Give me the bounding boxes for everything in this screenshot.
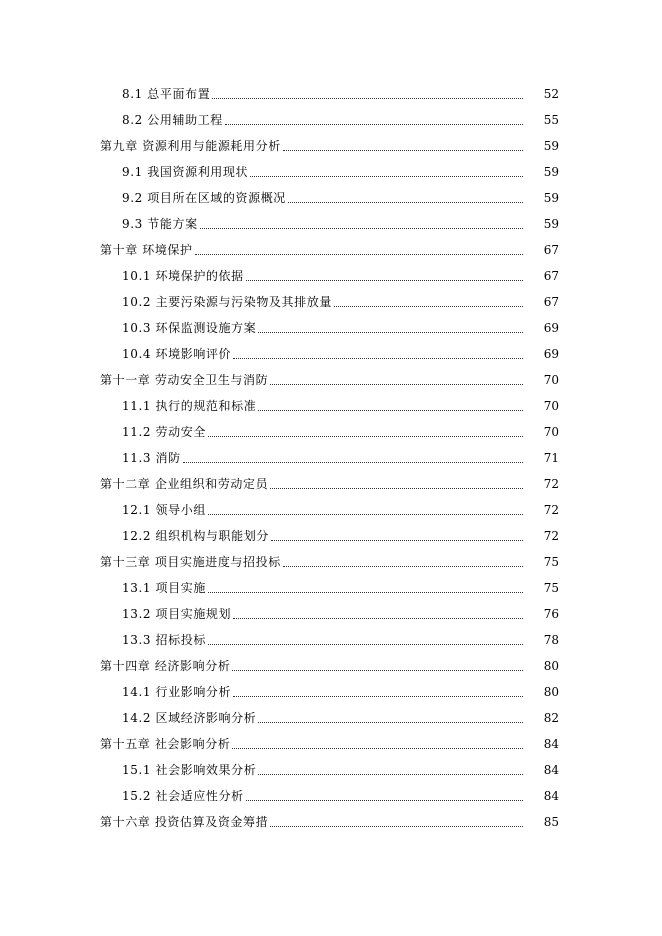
toc-entry-title: 第十五章 社会影响分析 — [100, 737, 231, 751]
toc-dot-leader — [258, 722, 523, 723]
toc-entry-page: 59 — [543, 217, 559, 231]
toc-entry[interactable] — [0, 757, 662, 783]
toc-entry-title: 第十二章 企业组织和劳动定员 — [100, 477, 269, 491]
toc-entry-title: 第九章 资源利用与能源耗用分析 — [100, 139, 281, 153]
toc-dot-leader — [233, 696, 523, 697]
toc-entry-page: 82 — [543, 711, 559, 725]
toc-entry-title: 第十四章 经济影响分析 — [100, 659, 231, 673]
toc-entry-title: 14.2 区域经济影响分析 — [122, 711, 257, 725]
toc-chapter-entry[interactable] — [0, 237, 662, 263]
toc-entry[interactable] — [0, 315, 662, 341]
toc-entry-page: 72 — [543, 503, 559, 517]
toc-entry-title: 8.1 总平面布置 — [122, 87, 211, 101]
toc-entry-title: 8.2 公用辅助工程 — [122, 113, 223, 127]
toc-dot-leader — [283, 150, 523, 151]
toc-dot-leader — [283, 566, 523, 567]
toc-entry-page: 84 — [543, 737, 559, 751]
toc-entry-page: 67 — [543, 295, 559, 309]
toc-entry-page: 55 — [543, 113, 559, 127]
toc-entry-title: 第十三章 项目实施进度与招投标 — [100, 555, 281, 569]
toc-entry-title: 9.3 节能方案 — [122, 217, 198, 231]
toc-entry-page: 76 — [543, 607, 559, 621]
toc-entry-page: 84 — [543, 763, 559, 777]
toc-entry-page: 78 — [543, 633, 559, 647]
toc-entry-page: 70 — [543, 425, 559, 439]
toc-entry[interactable] — [0, 497, 662, 523]
toc-dot-leader — [232, 670, 523, 671]
toc-dot-leader — [258, 410, 523, 411]
toc-dot-leader — [270, 826, 523, 827]
toc-entry-page: 67 — [543, 269, 559, 283]
toc-entry-title: 11.3 消防 — [122, 451, 181, 465]
toc-entry-title: 10.2 主要污染源与污染物及其排放量 — [122, 295, 332, 309]
toc-entry-page: 59 — [543, 139, 559, 153]
toc-dot-leader — [270, 488, 523, 489]
toc-dot-leader — [258, 332, 523, 333]
toc-entry[interactable] — [0, 289, 662, 315]
toc-chapter-entry[interactable] — [0, 133, 662, 159]
toc-entry-title: 11.1 执行的规范和标准 — [122, 399, 257, 413]
toc-entry[interactable] — [0, 627, 662, 653]
toc-entry-title: 第十章 环境保护 — [100, 243, 193, 257]
toc-entry-title: 11.2 劳动安全 — [122, 425, 206, 439]
toc-dot-leader — [246, 800, 523, 801]
toc-entry-page: 59 — [543, 191, 559, 205]
toc-entry-page: 69 — [543, 321, 559, 335]
toc-entry-page: 52 — [543, 87, 559, 101]
toc-entry-title: 9.2 项目所在区域的资源概况 — [122, 191, 286, 205]
toc-entry-page: 72 — [543, 477, 559, 491]
toc-chapter-entry[interactable] — [0, 471, 662, 497]
toc-dot-leader — [208, 592, 523, 593]
toc-dot-leader — [250, 176, 523, 177]
toc-entry[interactable] — [0, 159, 662, 185]
toc-dot-leader — [232, 748, 523, 749]
toc-dot-leader — [200, 228, 523, 229]
toc-entry[interactable] — [0, 523, 662, 549]
toc-entry[interactable] — [0, 341, 662, 367]
toc-entry[interactable] — [0, 575, 662, 601]
toc-entry-title: 9.1 我国资源利用现状 — [122, 165, 249, 179]
toc-dot-leader — [334, 306, 523, 307]
table-of-contents — [0, 81, 662, 835]
toc-entry[interactable] — [0, 601, 662, 627]
toc-entry-title: 14.1 行业影响分析 — [122, 685, 232, 699]
toc-entry-page: 59 — [543, 165, 559, 179]
toc-dot-leader — [271, 540, 523, 541]
toc-entry-page: 80 — [543, 685, 559, 699]
toc-dot-leader — [208, 436, 523, 437]
toc-dot-leader — [212, 98, 523, 99]
toc-entry[interactable] — [0, 393, 662, 419]
toc-entry-page: 71 — [543, 451, 559, 465]
toc-dot-leader — [208, 514, 523, 515]
toc-entry-page: 85 — [543, 815, 559, 829]
toc-dot-leader — [246, 280, 523, 281]
toc-chapter-entry[interactable] — [0, 549, 662, 575]
toc-entry-page: 75 — [543, 581, 559, 595]
toc-chapter-entry[interactable] — [0, 367, 662, 393]
toc-entry-title: 13.1 项目实施 — [122, 581, 206, 595]
toc-entry-page: 69 — [543, 347, 559, 361]
toc-entry[interactable] — [0, 783, 662, 809]
toc-dot-leader — [233, 358, 523, 359]
toc-entry[interactable] — [0, 419, 662, 445]
toc-entry-page: 70 — [543, 399, 559, 413]
toc-entry-page: 80 — [543, 659, 559, 673]
toc-entry-page: 67 — [543, 243, 559, 257]
toc-entry-page: 72 — [543, 529, 559, 543]
toc-entry-page: 75 — [543, 555, 559, 569]
toc-entry-title: 15.2 社会适应性分析 — [122, 789, 244, 803]
toc-entry[interactable] — [0, 705, 662, 731]
toc-entry-title: 10.3 环保监测设施方案 — [122, 321, 257, 335]
toc-entry[interactable] — [0, 81, 662, 107]
toc-entry-page: 84 — [543, 789, 559, 803]
toc-entry[interactable] — [0, 679, 662, 705]
toc-chapter-entry[interactable] — [0, 653, 662, 679]
toc-entry-title: 15.1 社会影响效果分析 — [122, 763, 257, 777]
toc-entry-title: 13.2 项目实施规划 — [122, 607, 232, 621]
toc-entry-title: 第十一章 劳动安全卫生与消防 — [100, 373, 269, 387]
toc-entry-page: 70 — [543, 373, 559, 387]
toc-entry[interactable] — [0, 211, 662, 237]
toc-dot-leader — [258, 774, 523, 775]
toc-dot-leader — [208, 644, 523, 645]
toc-entry[interactable] — [0, 263, 662, 289]
toc-dot-leader — [233, 618, 523, 619]
toc-entry-title: 13.3 招标投标 — [122, 633, 206, 647]
toc-chapter-entry[interactable] — [0, 809, 662, 835]
toc-entry-title: 10.4 环境影响评价 — [122, 347, 232, 361]
toc-dot-leader — [288, 202, 523, 203]
toc-entry-title: 12.1 领导小组 — [122, 503, 206, 517]
toc-entry-title: 10.1 环境保护的依据 — [122, 269, 244, 283]
toc-entry-title: 12.2 组织机构与职能划分 — [122, 529, 269, 543]
toc-chapter-entry[interactable] — [0, 731, 662, 757]
toc-dot-leader — [270, 384, 523, 385]
toc-entry[interactable] — [0, 445, 662, 471]
toc-entry[interactable] — [0, 185, 662, 211]
toc-dot-leader — [195, 254, 523, 255]
toc-dot-leader — [225, 124, 523, 125]
toc-entry-title: 第十六章 投资估算及资金筹措 — [100, 815, 269, 829]
toc-dot-leader — [183, 462, 523, 463]
toc-entry[interactable] — [0, 107, 662, 133]
